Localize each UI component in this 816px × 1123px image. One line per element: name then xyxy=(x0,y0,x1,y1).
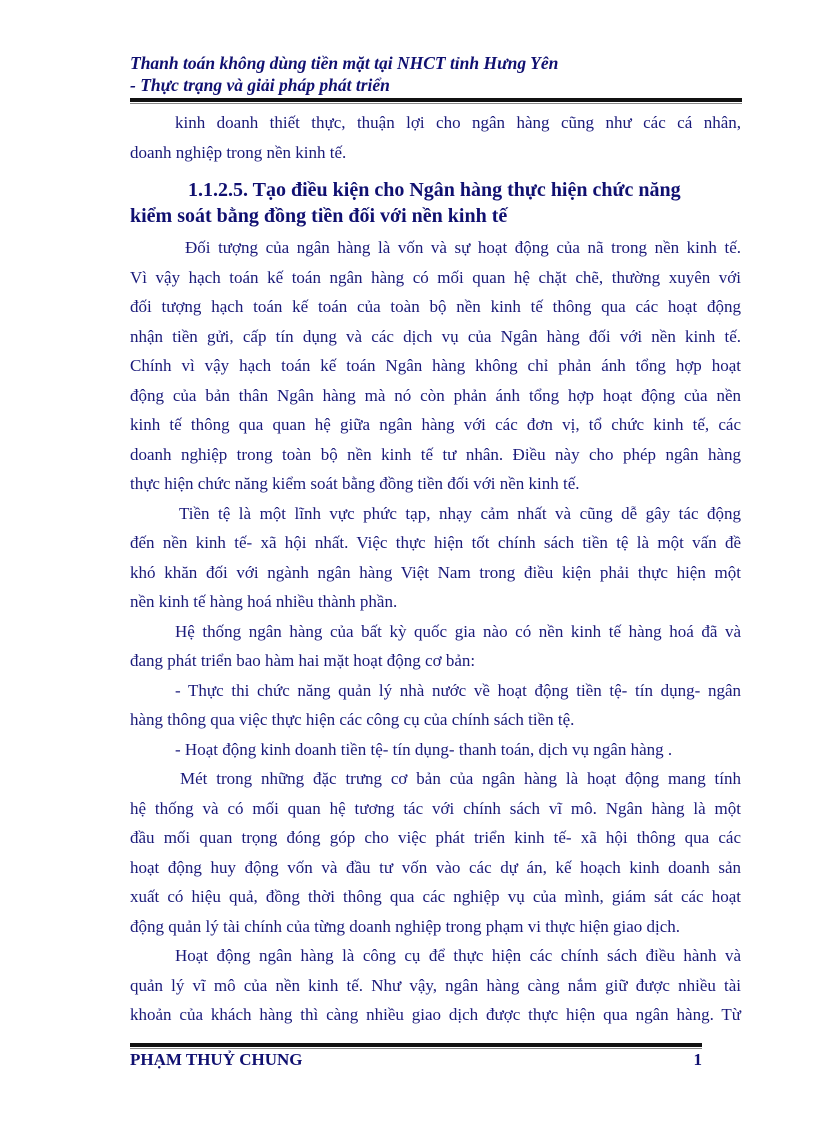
running-header xyxy=(130,52,558,96)
text-line: nền kinh tế hàng hoá nhiều thành phần. xyxy=(130,592,398,611)
text-line: Hệ thống ngân hàng của bất kỳ quốc gia nào có nền kinh tế hàng hoá đã và xyxy=(175,621,741,641)
text-line: Chính vì vậy hạch toán kế toán Ngân hàng không chỉ phản ánh tổng hợp hoạt xyxy=(130,356,741,375)
text-line: đang phát triển bao hàm hai mặt hoạt động cơ bản: xyxy=(130,651,476,670)
paragraph xyxy=(130,676,741,735)
text-line: động của bản thân Ngân hàng mà nó còn phản ánh tổng hợp hoạt động của nền xyxy=(130,385,741,405)
text-line: - Thực thi chức năng quản lý nhà nước về hoạt động tiền tệ- tín dụng- ngân xyxy=(175,680,741,700)
text-line: Đối tượng của ngân hàng là vốn và sự hoạt động của nã trong nền kinh tế. xyxy=(185,238,741,257)
text-line: hoạt động huy động vốn và đầu tư vốn vào các dự án, kế hoạch kinh doanh sản xyxy=(130,857,741,877)
document-body xyxy=(130,108,741,1030)
text-line: - Hoạt động kinh doanh tiền tệ- tín dụng- thanh toán, dịch vụ ngân hàng . xyxy=(175,739,673,759)
text-line: đến nền kinh tế- xã hội nhất. Việc thực hiện tốt chính sách tiền tệ là một vấn đề xyxy=(130,533,741,552)
text-line: kinh doanh thiết thực, thuận lợi cho ngân hàng cũng như các cá nhân, xyxy=(175,113,741,132)
text-line: động quản lý tài chính của từng doanh nghiệp trong phạm vi thực hiện giao dịch. xyxy=(130,916,681,936)
text-line: Mét trong những đặc trưng cơ bản của ngân hàng là hoạt động mang tính xyxy=(180,769,741,788)
intro-paragraph xyxy=(130,108,741,167)
paragraph xyxy=(130,941,741,1030)
header-title-line2: - Thực trạng và giải pháp phát triển xyxy=(130,75,390,95)
paragraph xyxy=(130,735,741,765)
text-line: thực hiện chức năng kiểm soát bằng đồng tiền đối với nền kinh tế. xyxy=(130,474,580,493)
text-line: hàng thông qua việc thực hiện các công cụ của chính sách tiền tệ. xyxy=(130,710,575,729)
text-line: nhận tiền gửi, cấp tín dụng và các dịch vụ của Ngân hàng đối với nền kinh tế. xyxy=(130,326,741,346)
page-number: 1 xyxy=(693,1050,702,1069)
paragraph xyxy=(130,764,741,941)
footer-author: PHẠM THUỶ CHUNG xyxy=(130,1050,303,1069)
paragraph xyxy=(130,499,741,617)
text-line: khó khăn đối với ngành ngân hàng Việt Nam trong điều kiện phải thực hiện một xyxy=(130,562,741,582)
header-title-line1: Thanh toán không dùng tiền mặt tại NHCT tỉnh Hưng Yên xyxy=(130,53,559,73)
text-line: Tiền tệ là một lĩnh vực phức tạp, nhạy cảm nhất và cũng dễ gây tác động xyxy=(179,503,741,523)
header-rule xyxy=(130,98,742,104)
text-line: Vì vậy hạch toán kế toán ngân hàng có mối quan hệ chặt chẽ, thường xuyên với xyxy=(130,267,741,287)
text-line: xuất có hiệu quả, đồng thời thông qua các nghiệp vụ của mình, giám sát các hoạt xyxy=(130,887,741,906)
text-line: doanh nghiệp trong nền kinh tế. xyxy=(130,142,347,162)
text-line: doanh nghiệp trong toàn bộ nền kinh tế tư nhân. Điều này cho phép ngân hàng xyxy=(130,444,741,464)
paragraph xyxy=(130,233,741,499)
footer-rule xyxy=(130,1043,702,1049)
text-line: hệ thống và có mối quan hệ tương tác với chính sách vĩ mô. Ngân hàng là một xyxy=(130,798,741,818)
text-line: đối tượng hạch toán kế toán của toàn bộ nền kinh tế thông qua các hoạt động xyxy=(130,297,741,316)
text-line: quản lý vĩ mô của nền kinh tế. Như vậy, ngân hàng càng nắm giữ được nhiều tài xyxy=(130,975,741,995)
text-line: Hoạt động ngân hàng là công cụ để thực hiện các chính sách điều hành và xyxy=(175,946,741,965)
heading-line: 1.1.2.5. Tạo điều kiện cho Ngân hàng thực hiện chức năng xyxy=(188,179,681,201)
text-line: đầu mối quan trọng đóng góp cho việc phát triển kinh tế- xã hội thông qua các xyxy=(130,828,741,847)
text-line: khoản của khách hàng thì càng nhiều giao dịch được thực hiện qua ngân hàng. Từ xyxy=(130,1005,741,1024)
footer xyxy=(130,1050,702,1070)
paragraph xyxy=(130,617,741,676)
text-line: kinh tế thông qua quan hệ giữa ngân hàng với các đơn vị, tổ chức kinh tế, các xyxy=(130,415,741,434)
section-heading xyxy=(130,177,741,229)
heading-line: kiểm soát bằng đồng tiền đối với nền kinh tế xyxy=(130,205,508,227)
